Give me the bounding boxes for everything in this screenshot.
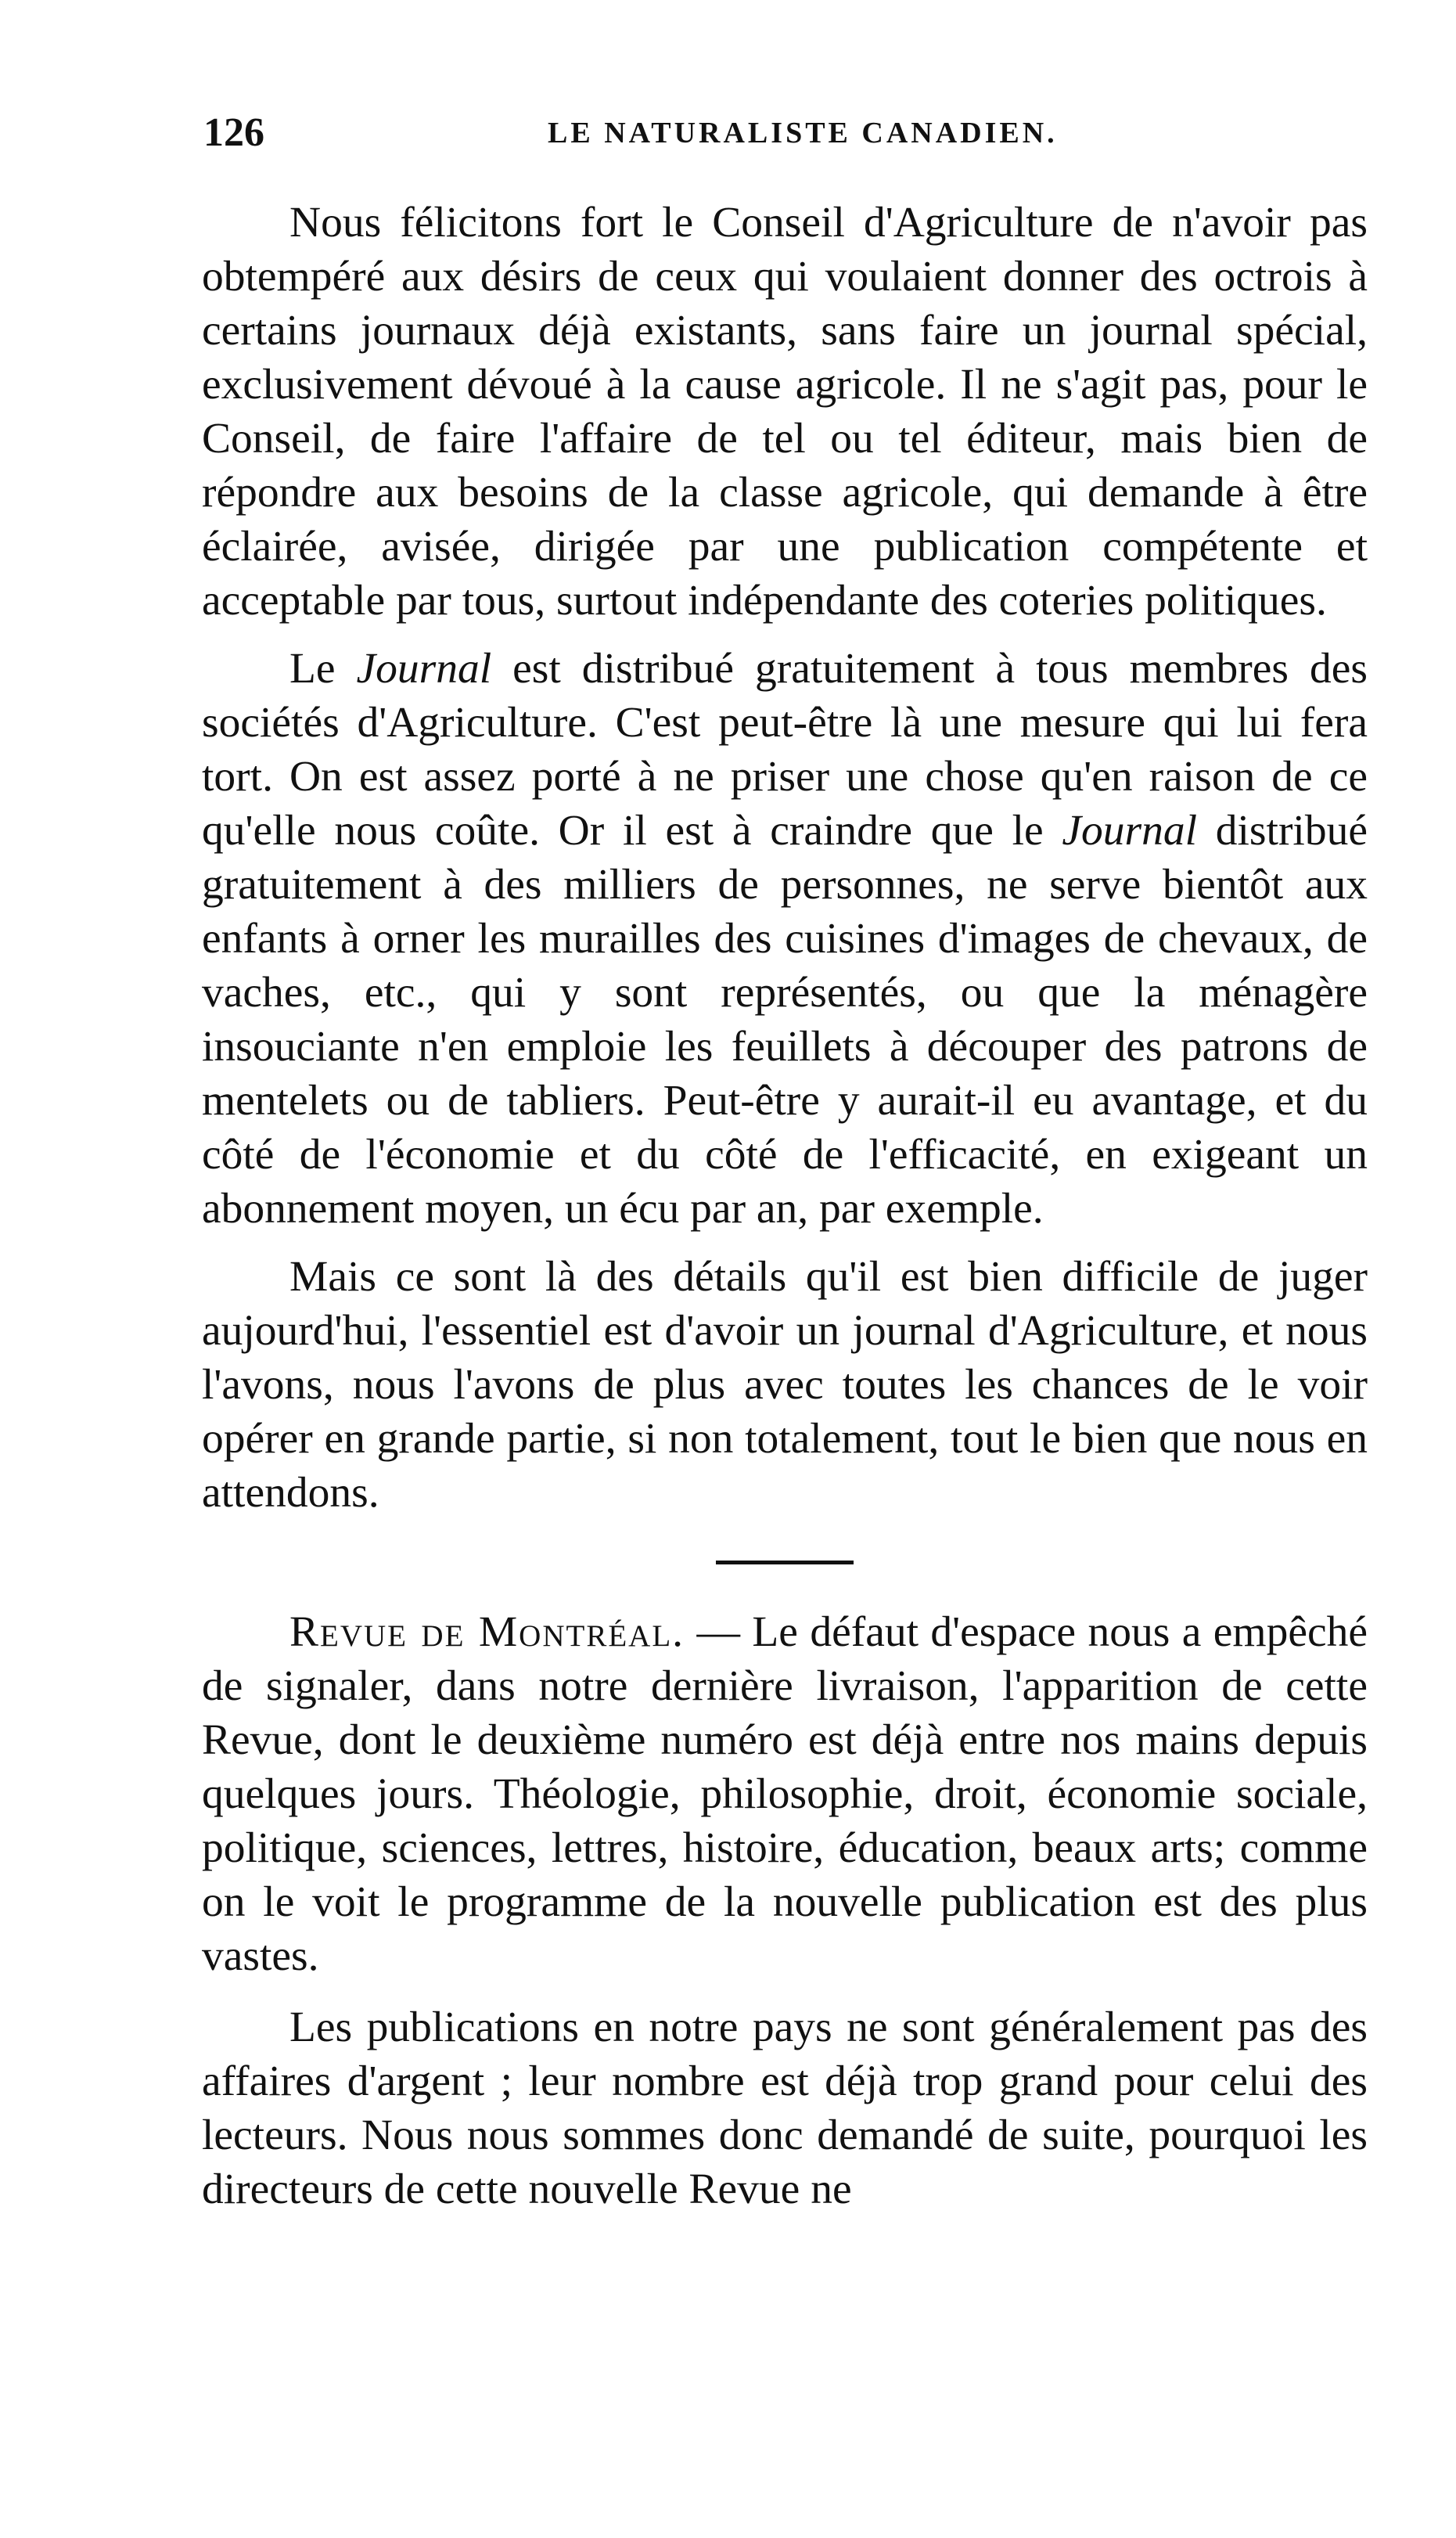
body-text [202, 196, 1368, 2216]
journal-title-italic: Journal [1062, 807, 1198, 855]
paragraph-agriculture-council: Nous félicitons fort le Conseil d'Agriculture de n'avoir pas obtempéré aux désirs de ceux qui voulaient donner des octrois à certains journaux déjà existants, sans faire un journal spécial, exclusivement dévoué à la cause agricole. Il ne s'agit pas, pour le Conseil, de faire l'affaire de tel ou tel éditeur, mais bien de répondre aux besoins de la classe agricole, qui demande à être éclairée, avisée, dirigée par une publication compétente et acceptable par tous, surtout indépendante des coteries politiques. [202, 199, 1368, 625]
section-heading: Revue de Montréal. [289, 1608, 685, 1656]
page-number: 126 [203, 110, 264, 155]
paragraph-text: Le [289, 645, 357, 693]
journal-title: LE NATURALISTE CANADIEN. [548, 117, 1058, 149]
paragraph-publications: Les publications en notre pays ne sont généralement pas des affaires d'argent ; leur nombre est déjà trop grand pour celui des lecteurs. Nous nous sommes donc demandé de suite, pourquoi les directeurs de cette nouvelle Revue ne [202, 2003, 1368, 2213]
journal-title-italic: Journal [356, 645, 492, 693]
paragraph-text: — Le défaut d'espace nous a empêché de signaler, dans notre dernière livraison, l'apparition de cette Revue, dont le deuxième numéro est déjà entre nos mains depuis quelques jours. Théologie, philosophie, droit, économie sociale, politique, sciences, lettres, histoire, éducation, beaux arts; comme on le voit le programme de la nouvelle publication est des plus vastes. [202, 1608, 1368, 1980]
paragraph-journal-distribution [202, 642, 1368, 1236]
paragraph-revue-montreal [202, 1605, 1368, 1983]
paragraph-text: est distribué gratuitement à tous membres des sociétés d'Agriculture. C'est peut-être là une mesure qui lui fera tort. On est assez porté à ne priser une chose qu'en raison de ce qu'elle nous coûte. Or il est à craindre que le [202, 645, 1368, 855]
paragraph-details: Mais ce sont là des détails qu'il est bien difficile de juger aujourd'hui, l'essentiel est d'avoir un journal d'Agriculture, et nous l'avons, nous l'avons de plus avec toutes les chances de le voir opérer en grande partie, si non totalement, tout le bien que nous en attendons. [202, 1253, 1368, 1517]
paragraph-text: distribué gratuitement à des milliers de personnes, ne serve bientôt aux enfants à orner les murailles des cuisines d'images de chevaux, de vaches, etc., qui y sont représentés, ou que la ménagère insouciante n'en emploie les feuillets à découper des patrons de mentelets ou de tabliers. Peut-être y aurait-il eu avantage, et du côté de l'économie et du côté de l'efficacité, en exigeant un abonnement moyen, un écu par an, par exemple. [202, 807, 1368, 1233]
running-head [203, 110, 1361, 172]
section-divider [716, 1561, 854, 1564]
